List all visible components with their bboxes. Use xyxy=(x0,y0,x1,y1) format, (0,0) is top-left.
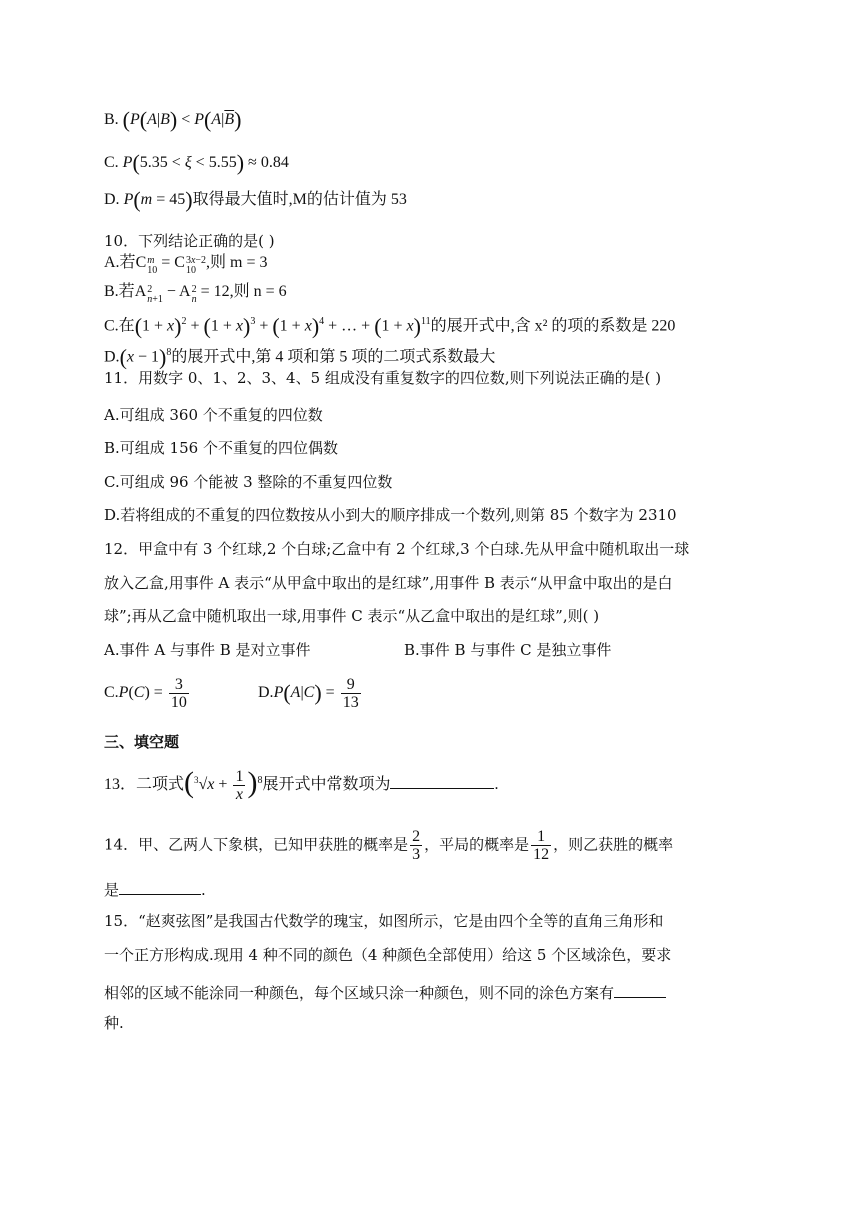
q12-option-d-fraction: $\frac{9}{13}$ xyxy=(342,676,359,711)
q9-option-d-expression: P(m = 45) xyxy=(123,187,193,212)
q14-line1: 14．甲、乙两人下象棋，已知甲获胜的概率是 $\frac{2}{3}$ ，平局的概率是 $\frac{1}{12}$ ，则乙获胜的概率 xyxy=(104,828,674,863)
q11-option-d: D.若将组成的不重复的四位数按从小到大的顺序排成一个数列,则第 85 个数字为 2310 xyxy=(104,506,677,524)
q10-option-b: B.若A 2 n+1 − A 2 n = 12,则 n = 6 xyxy=(104,283,287,305)
q12-option-b: B.事件 B 与事件 C 是独立事件 xyxy=(404,641,612,659)
q12-stem-line1: 12．甲盒中有 3 个红球,2 个白球;乙盒中有 2 个红球,3 个白球.先从甲盒中随机取出一球 xyxy=(104,540,690,558)
q12-stem-line3: 球”;再从乙盒中随机取出一球,用事件 C 表示“从乙盒中取出的是红球”,则( ) xyxy=(104,607,600,625)
q9-option-b: B. ($P(A|B) < P(A|\overline{B})$ xyxy=(104,107,242,132)
q10-option-a: A.若C m 10 = C 3x−2 10 ,则 m = 3 xyxy=(104,254,268,276)
q14-line2: 是 . xyxy=(104,876,206,900)
q11-option-c: C.可组成 96 个能被 3 整除的不重复四位数 xyxy=(104,473,393,491)
q14-answer-blank[interactable] xyxy=(119,876,201,895)
q10-option-c: C.在$(1 + x)^2 + (1 + x)^3 + (1 + x)^4$ + … + $(1 + x)^{11}$的展开式中,含 x² 的项的系数是 220 xyxy=(104,313,676,339)
q9-option-d: D. P(m = 45)取得最大值时,M的估计值为 53 xyxy=(104,187,407,212)
q15-line1: 15．“赵爽弦图”是我国古代数学的瑰宝，如图所示，它是由四个全等的直角三角形和 xyxy=(104,912,664,930)
q11-option-a: A.可组成 360 个不重复的四位数 xyxy=(104,406,323,424)
q12-option-c: C.P(C) = $\frac{3}{10}$ xyxy=(104,676,187,711)
q11-stem: 11．用数字 0、1、2、3、4、5 组成没有重复数字的四位数,则下列说法正确的是( ) xyxy=(104,369,662,387)
q12-option-c-fraction: $\frac{3}{10}$ xyxy=(170,676,187,711)
q9-option-c: C. P(5.35 < ξ < 5.55) ≈ 0.84 xyxy=(104,150,289,175)
q14-win-fraction: $\frac{2}{3}$ xyxy=(412,828,421,863)
q15-answer-blank[interactable] xyxy=(614,979,666,998)
q15-line2: 一个正方形构成.现用 4 种不同的颜色（4 种颜色全部使用）给这 5 个区域涂色，要求 xyxy=(104,946,672,964)
q11-option-b: B.可组成 156 个不重复的四位偶数 xyxy=(104,439,338,457)
q12-option-d: D.P(A|C) = $\frac{9}{13}$ xyxy=(258,676,359,711)
q9-option-b-expression: $P(A|B) < P(A|\overline{B})$ xyxy=(130,107,242,132)
q13-fraction: $\frac{1}{x}$ xyxy=(235,768,244,803)
q13-answer-blank[interactable] xyxy=(390,770,494,789)
q13-line: 13．二项式($^3$√x + $\frac{1}{x}$ )$^8$展开式中常数项为 . xyxy=(104,766,499,803)
q9-option-c-expression: P(5.35 < ξ < 5.55) ≈ xyxy=(122,150,261,175)
q15-line4: 种. xyxy=(104,1014,124,1032)
section-heading: 三、填空题 xyxy=(104,733,180,751)
q14-draw-fraction: $\frac{1}{12}$ xyxy=(533,828,550,863)
q10-stem: 10．下列结论正确的是( ) xyxy=(104,232,275,250)
q12-option-a: A.事件 A 与事件 B 是对立事件 xyxy=(104,641,311,659)
q10-option-d: $D.(x - 1)^8$的展开式中,第 4 项和第 5 项的二项式系数最大 xyxy=(104,344,496,370)
q15-line3: 相邻的区域不能涂同一种颜色，每个区域只涂一种颜色，则不同的涂色方案有 xyxy=(104,979,666,1003)
q12-stem-line2: 放入乙盒,用事件 A 表示“从甲盒中取出的是红球”,用事件 B 表示“从甲盒中取出的是白 xyxy=(104,574,673,592)
